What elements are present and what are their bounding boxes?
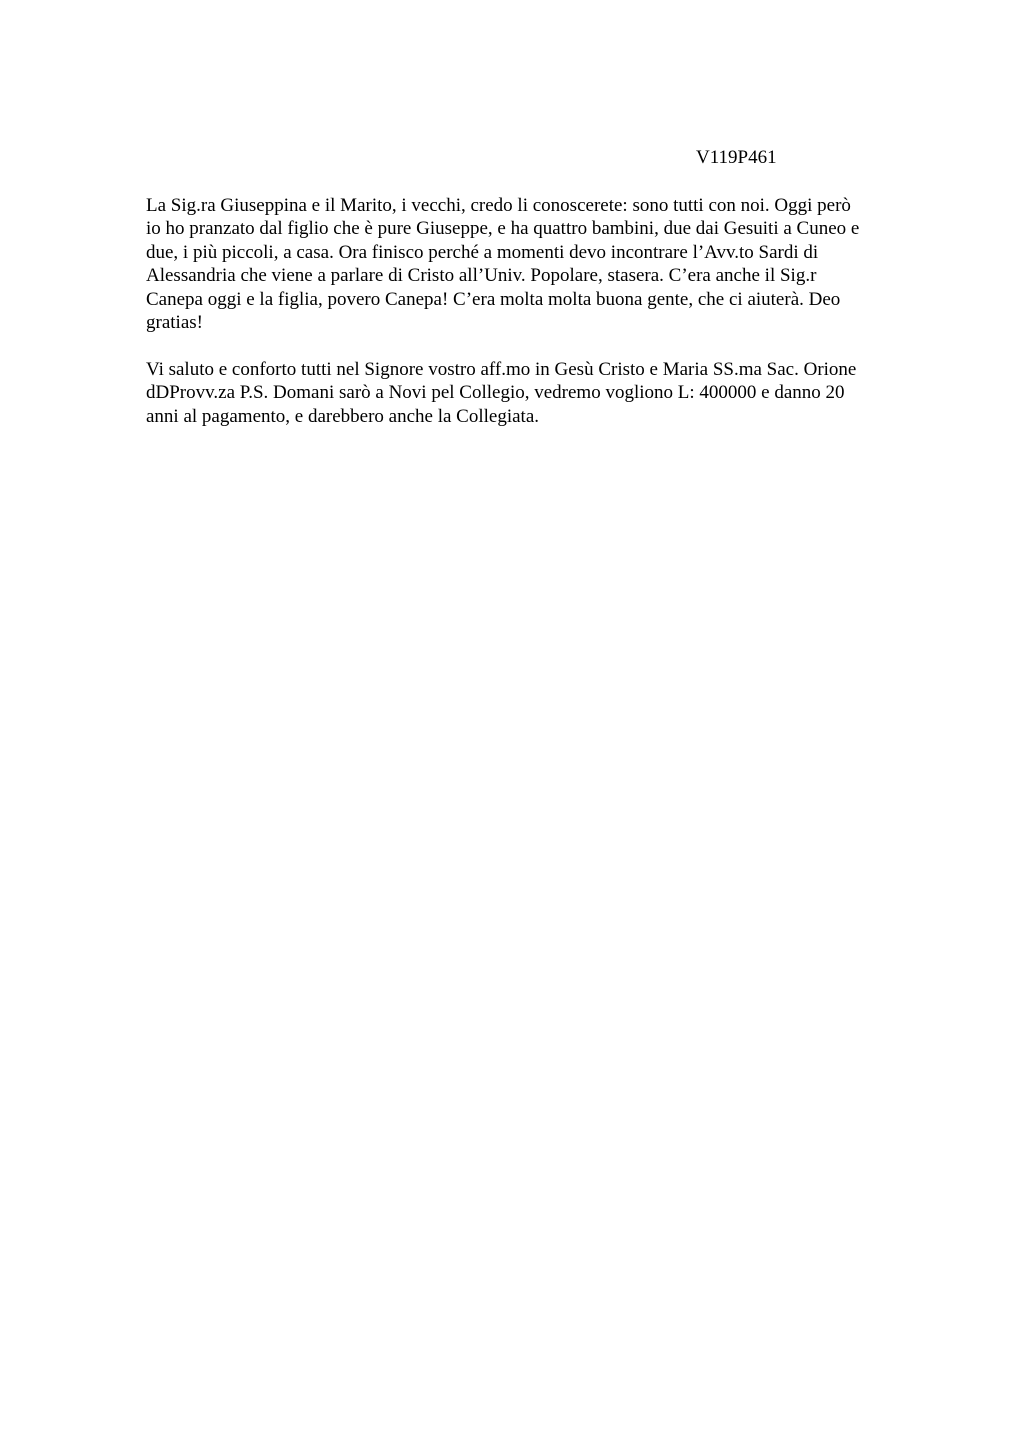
letter-body: [146, 194, 926, 428]
text-line: Canepa oggi e la figlia, povero Canepa! C’era molta molta buona gente, che ci aiuterà. Deo: [146, 288, 841, 310]
text-line: dDProvv.za P.S. Domani sarò a Novi pel Collegio, vedremo vogliono L: 400000 e danno 20: [146, 382, 845, 404]
text-line: gratias!: [146, 312, 203, 334]
paragraph-2: [146, 358, 926, 428]
text-line: La Sig.ra Giuseppina e il Marito, i vecchi, credo li conoscerete: sono tutti con noi. Oggi però: [146, 195, 851, 216]
text-line: Vi saluto e conforto tutti nel Signore vostro aff.mo in Gesù Cristo e Maria SS.ma Sac. Orione: [146, 358, 857, 380]
text-line: Alessandria che viene a parlare di Cristo all’Univ. Popolare, stasera. C’era anche il Sig.r: [146, 265, 817, 287]
paragraph-1: [146, 194, 926, 334]
page-identifier: V119P461: [696, 147, 777, 168]
text-line: anni al pagamento, e darebbero anche la Collegiata.: [146, 405, 540, 427]
text-line: due, i più piccoli, a casa. Ora finisco perché a momenti devo incontrare l’Avv.to Sardi di: [146, 241, 819, 263]
text-line: io ho pranzato dal figlio che è pure Giuseppe, e ha quattro bambini, due dai Gesuiti a Cuneo e: [146, 218, 860, 240]
